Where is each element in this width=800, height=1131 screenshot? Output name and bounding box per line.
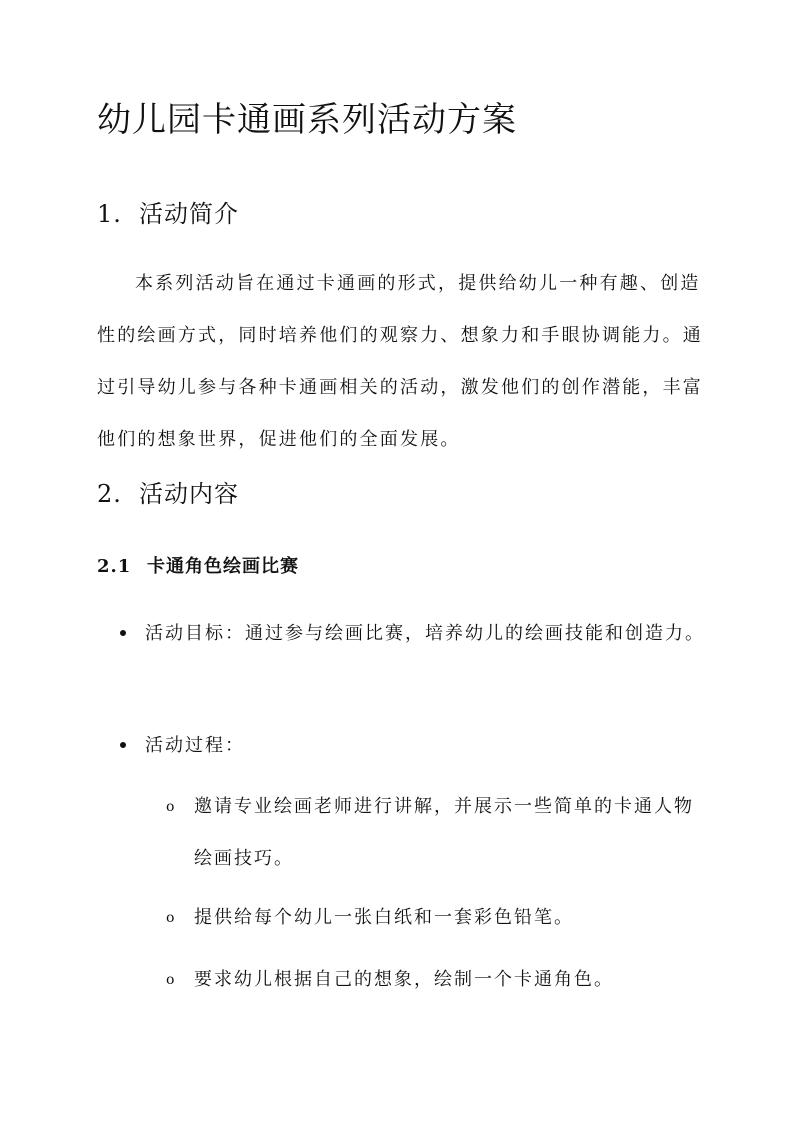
sub-list-item xyxy=(166,954,704,1006)
section-1-title: 活动简介 xyxy=(139,200,239,228)
section-2-number: 2. xyxy=(97,480,122,508)
section-2-title: 活动内容 xyxy=(139,480,239,508)
sub-list-item xyxy=(166,892,704,944)
section-1-paragraph: 本系列活动旨在通过卡通画的形式，提供给幼儿一种有趣、创造性的绘画方式，同时培养他们的观察力、想象力和手眼协调能力。通过引导幼儿参与各种卡通画相关的活动，激发他们的创作潜能，丰富他们的想象世界，促进他们的全面发展。 xyxy=(97,273,703,450)
circle-bullet-icon: o xyxy=(166,799,175,815)
section-1-number: 1. xyxy=(97,200,122,228)
sub-list-item-text: 要求幼儿根据自己的想象，绘制一个卡通角色。 xyxy=(194,969,614,990)
sub-list-item-text: 提供给每个幼儿一张白纸和一套彩色铅笔。 xyxy=(194,907,574,928)
subsection-2-1-title: 卡通角色绘画比赛 xyxy=(147,556,299,577)
subsection-2-1-heading xyxy=(97,554,299,580)
sub-list-item-text: 邀请专业绘画老师进行讲解，并展示一些简单的卡通人物绘画技巧。 xyxy=(194,796,694,869)
circle-bullet-icon: o xyxy=(166,910,175,926)
sub-list-item xyxy=(166,781,704,885)
section-1-heading xyxy=(97,198,239,230)
subsection-2-1-number: 2.1 xyxy=(97,556,132,577)
circle-bullet-icon: o xyxy=(166,972,175,988)
document-title: 幼儿园卡通画系列活动方案 xyxy=(97,100,517,140)
list-item-text: 活动目标：通过参与绘画比赛，培养幼儿的绘画技能和创造力。 xyxy=(145,623,705,644)
bullet-icon xyxy=(120,742,126,748)
list-item xyxy=(145,720,705,772)
list-item xyxy=(145,608,705,660)
section-2-heading xyxy=(97,478,239,510)
bullet-icon xyxy=(120,630,126,636)
list-item-text: 活动过程： xyxy=(145,735,245,756)
